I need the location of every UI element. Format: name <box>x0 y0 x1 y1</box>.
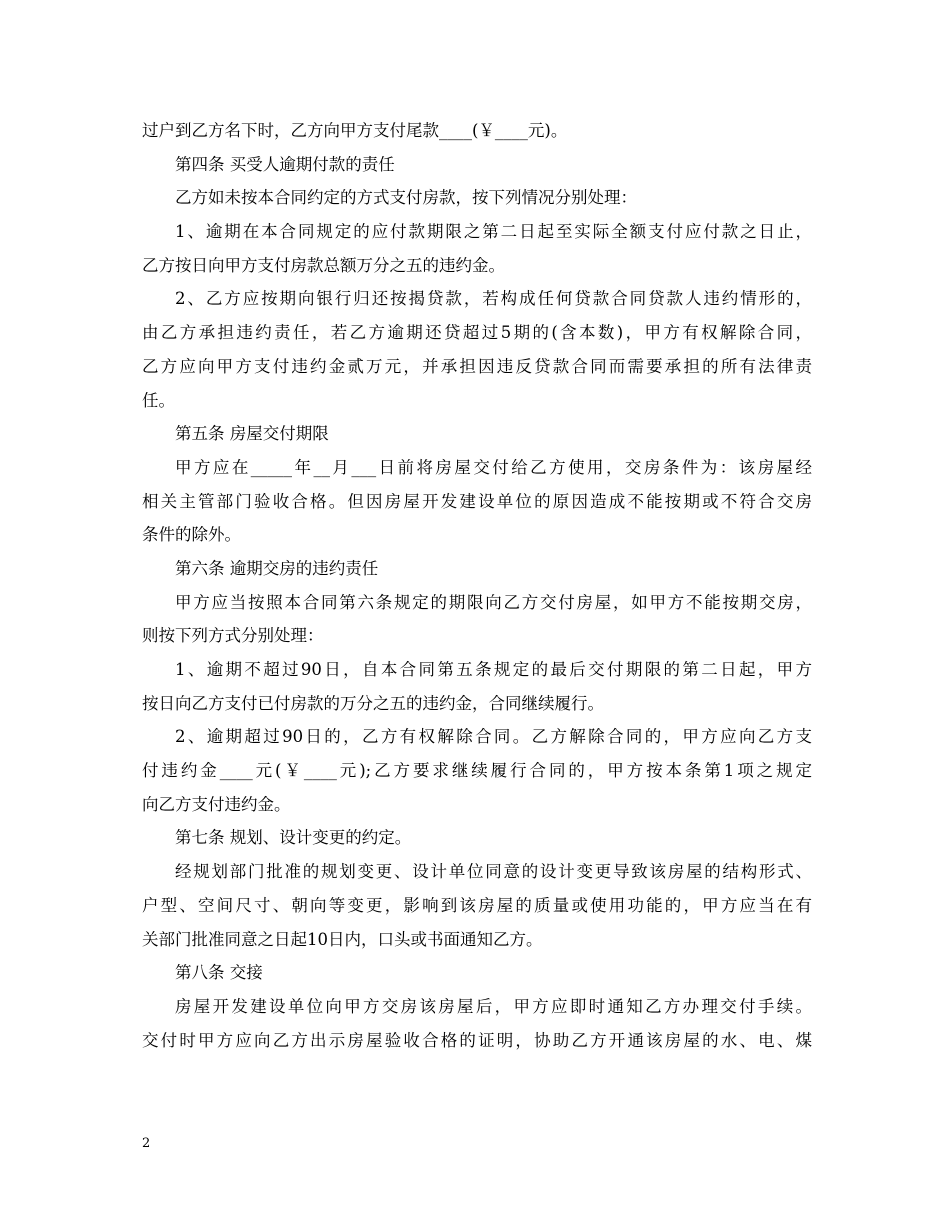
document-line: 甲方应在_____年__月___日前将房屋交付给乙方使用，交房条件为：该房屋经 <box>175 457 812 477</box>
document-line: 2、逾期超过90日的，乙方有权解除合同。乙方解除合同的，甲方应向乙方支 <box>175 727 812 747</box>
document-line: 交付时甲方应向乙方出示房屋验收合格的证明，协助乙方开通该房屋的水、电、煤 <box>142 1030 812 1050</box>
document-line: 相关主管部门验收合格。但因房屋开发建设单位的原因造成不能按期或不符合交房 <box>142 491 812 511</box>
document-line: 向乙方支付违约金。 <box>142 794 291 814</box>
document-line: 甲方应当按照本合同第六条规定的期限向乙方交付房屋，如甲方不能按期交房， <box>175 592 812 612</box>
document-line: 第八条 交接 <box>175 963 263 983</box>
document-line: 第四条 买受人逾期付款的责任 <box>175 154 395 174</box>
document-line: 由乙方承担违约责任，若乙方逾期还贷超过5期的(含本数)，甲方有权解除合同， <box>142 323 812 343</box>
document-line: 过户到乙方名下时，乙方向甲方支付尾款____(￥____元)。 <box>142 121 568 140</box>
document-line: 2、乙方应按期向银行归还按揭贷款，若构成任何贷款合同贷款人违约情形的， <box>175 289 812 309</box>
document-line: 第五条 房屋交付期限 <box>175 424 329 444</box>
document-line: 1、逾期不超过90日，自本合同第五条规定的最后交付期限的第二日起，甲方 <box>175 660 812 679</box>
document-line: 经规划部门批准的规划变更、设计单位同意的设计变更导致该房屋的结构形式、 <box>175 862 812 882</box>
document-line: 任。 <box>142 390 175 410</box>
document-line: 乙方应向甲方支付违约金贰万元，并承担因违反贷款合同而需要承担的所有法律责 <box>142 356 812 376</box>
document-line: 房屋开发建设单位向甲方交房该房屋后，甲方应即时通知乙方办理交付手续。 <box>175 996 812 1016</box>
document-line: 第六条 逾期交房的违约责任 <box>175 558 379 578</box>
document-line: 户型、空间尺寸、朝向等变更，影响到该房屋的质量或使用功能的，甲方应当在有 <box>142 895 812 915</box>
document-line: 条件的除外。 <box>142 525 241 545</box>
document-line: 乙方按日向甲方支付房款总额万分之五的违约金。 <box>142 255 505 275</box>
document-line: 付违约金____元(￥____元);乙方要求继续履行合同的，甲方按本条第1项之规定 <box>142 761 812 781</box>
document-line: 乙方如未按本合同约定的方式支付房款，按下列情况分别处理： <box>175 188 637 208</box>
document-line: 1、逾期在本合同规定的应付款期限之第二日起至实际全额支付应付款之日止， <box>175 222 812 242</box>
page-number: 2 <box>142 1136 151 1151</box>
document-line: 关部门批准同意之日起10日内，口头或书面通知乙方。 <box>142 929 543 949</box>
document-line: 则按下列方式分别处理： <box>142 626 324 646</box>
document-body <box>142 114 812 1057</box>
document-line: 按日向乙方支付已付房款的万分之五的违约金，合同继续履行。 <box>142 693 604 713</box>
document-line: 第七条 规划、设计变更的约定。 <box>175 828 412 848</box>
